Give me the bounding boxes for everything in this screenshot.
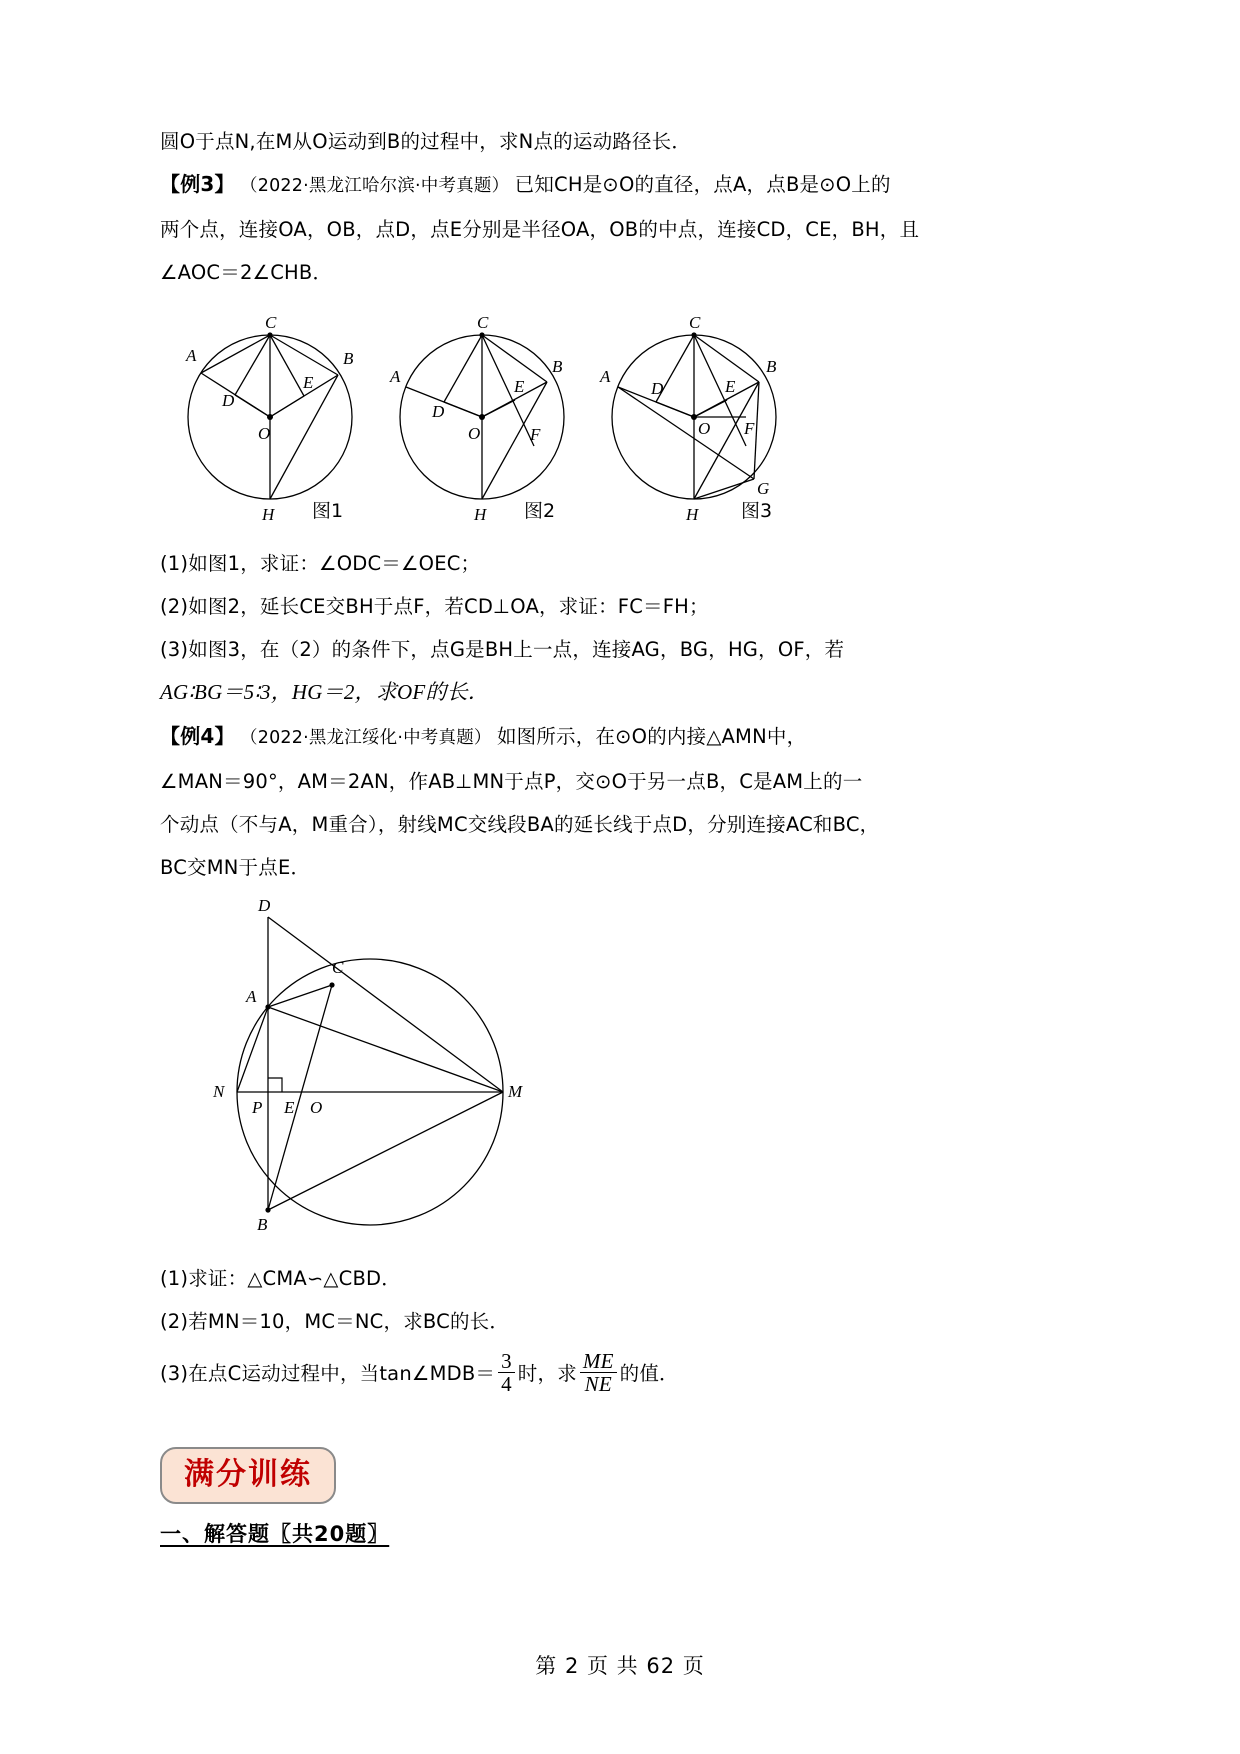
figure-2-point-A: A	[390, 367, 401, 386]
example-3-source: （2022·黑龙江哈尔滨·中考真题）	[240, 176, 510, 196]
example-3-question-3-line-1: (3)如图3，在（2）的条件下，点G是BH上一点，连接AG，BG，HG，OF，若	[160, 638, 845, 661]
example-4-body-line-3: 个动点（不与A，M重合），射线MC交线段BA的延长线于点D，分别连接AC和BC，	[160, 813, 880, 836]
example-4-point-O: O	[310, 1098, 323, 1117]
figure-1-point-B: B	[343, 349, 354, 368]
figure-2	[382, 312, 592, 532]
figure-3-point-D: D	[651, 379, 664, 398]
example-4-point-M: M	[508, 1082, 523, 1101]
example-4-q3-middle: 时，求	[517, 1362, 577, 1385]
figure-2-diagram	[382, 312, 592, 527]
figure-3-point-C: C	[689, 313, 701, 332]
example-4-point-P: P	[252, 1098, 263, 1117]
fraction-denominator: 4	[498, 1372, 515, 1395]
example-4-body-line-4: BC交MN于点E．	[160, 856, 311, 879]
example-3-label: 【例3】	[160, 172, 235, 196]
example-4-body-line-2: ∠MAN＝90°，AM＝2AN，作AB⊥MN于点P，交⊙O于另一点B，C是AM上的一	[160, 770, 863, 793]
example-3-figure-row	[160, 312, 1090, 542]
example-4-figure	[160, 897, 1090, 1257]
figure-3-point-A: A	[600, 367, 611, 386]
figure-1-point-H: H	[262, 505, 275, 524]
figure-3-point-B: B	[766, 357, 777, 376]
fraction-numerator: 3	[501, 1348, 512, 1373]
figure-2-point-D: D	[432, 402, 445, 421]
figure-1-point-C: C	[265, 313, 277, 332]
example-4-point-A: A	[246, 987, 257, 1006]
example-4-q3-suffix: 的值．	[619, 1362, 679, 1385]
figure-2-point-E: E	[514, 377, 525, 396]
example-4-point-B: B	[257, 1215, 268, 1234]
example-3-body-line-1: 已知CH是⊙O的直径，点A，点B是⊙O上的	[514, 173, 891, 196]
carryover-line: 圆O于点N,在M从O运动到B的过程中，求N点的运动路径长．	[160, 130, 692, 153]
example-4-q3-fraction-2	[580, 1350, 617, 1395]
figure-3-point-O: O	[698, 419, 711, 438]
figure-1-point-A: A	[186, 346, 197, 365]
figure-3-point-E: E	[725, 377, 736, 396]
example-4-point-N: N	[213, 1082, 225, 1101]
figure-1-point-D: D	[222, 391, 235, 410]
example-4-q3-fraction-1	[498, 1350, 515, 1395]
example-3-q3-formula: AG∶BG＝5∶3，HG＝2，求OF的长．	[160, 680, 489, 704]
example-4-label: 【例4】	[160, 724, 235, 748]
example-4-body-line-1: 如图所示，在⊙O的内接△AMN中，	[496, 725, 807, 748]
figure-1-point-E: E	[303, 373, 314, 392]
figure-3-point-G: G	[757, 479, 770, 498]
figure-3-caption: 图3	[741, 500, 773, 522]
example-4-point-C: C	[332, 958, 344, 977]
figure-2-caption: 图2	[524, 500, 556, 522]
figure-1-point-O: O	[258, 424, 271, 443]
example-4-heading	[160, 715, 1090, 760]
example-3-heading	[160, 163, 1090, 208]
page-footer: 第 2 页 共 62 页	[535, 1654, 705, 1678]
example-4-diagram	[180, 897, 600, 1247]
section-title: 一、解答题〖共20题〗	[160, 1522, 390, 1546]
badge-row	[160, 1405, 1090, 1504]
figure-1-diagram	[170, 312, 380, 527]
example-4-source: （2022·黑龙江绥化·中考真题）	[240, 728, 492, 748]
figure-1	[170, 312, 380, 532]
figure-2-point-F: F	[530, 425, 541, 444]
example-3-body-line-2: 两个点，连接OA，OB，点D，点E分别是半径OA，OB的中点，连接CD，CE，BH，且	[160, 218, 920, 241]
figure-2-point-O: O	[468, 424, 481, 443]
fraction-denominator: NE	[580, 1372, 617, 1395]
figure-2-point-C: C	[477, 313, 489, 332]
example-4-question-1: (1)求证：△CMA∽△CBD．	[160, 1267, 401, 1290]
figure-3-diagram	[594, 312, 809, 527]
example-3-question-2: (2)如图2，延长CE交BH于点F，若CD⊥OA，求证：FC＝FH；	[160, 595, 709, 618]
figure-3-point-F: F	[744, 419, 755, 438]
figure-3-point-H: H	[686, 505, 699, 524]
figure-2-point-B: B	[552, 357, 563, 376]
example-4-point-E: E	[284, 1098, 295, 1117]
example-4-point-D: D	[258, 897, 271, 915]
full-score-training-badge: 满分训练	[160, 1447, 336, 1504]
figure-2-point-H: H	[474, 505, 487, 524]
example-3-question-3-line-2	[160, 671, 1090, 715]
fraction-numerator: ME	[582, 1348, 614, 1373]
figure-1-caption: 图1	[312, 500, 344, 522]
example-3-body-line-3: ∠AOC＝2∠CHB．	[160, 261, 333, 284]
example-4-question-3	[160, 1343, 1090, 1405]
example-4-question-2: (2)若MN＝10，MC＝NC，求BC的长．	[160, 1310, 510, 1333]
example-4-q3-prefix: (3)在点C运动过程中，当tan∠MDB＝	[160, 1362, 496, 1385]
figure-3	[594, 312, 809, 532]
example-3-question-1: (1)如图1，求证：∠ODC＝∠OEC；	[160, 552, 481, 575]
